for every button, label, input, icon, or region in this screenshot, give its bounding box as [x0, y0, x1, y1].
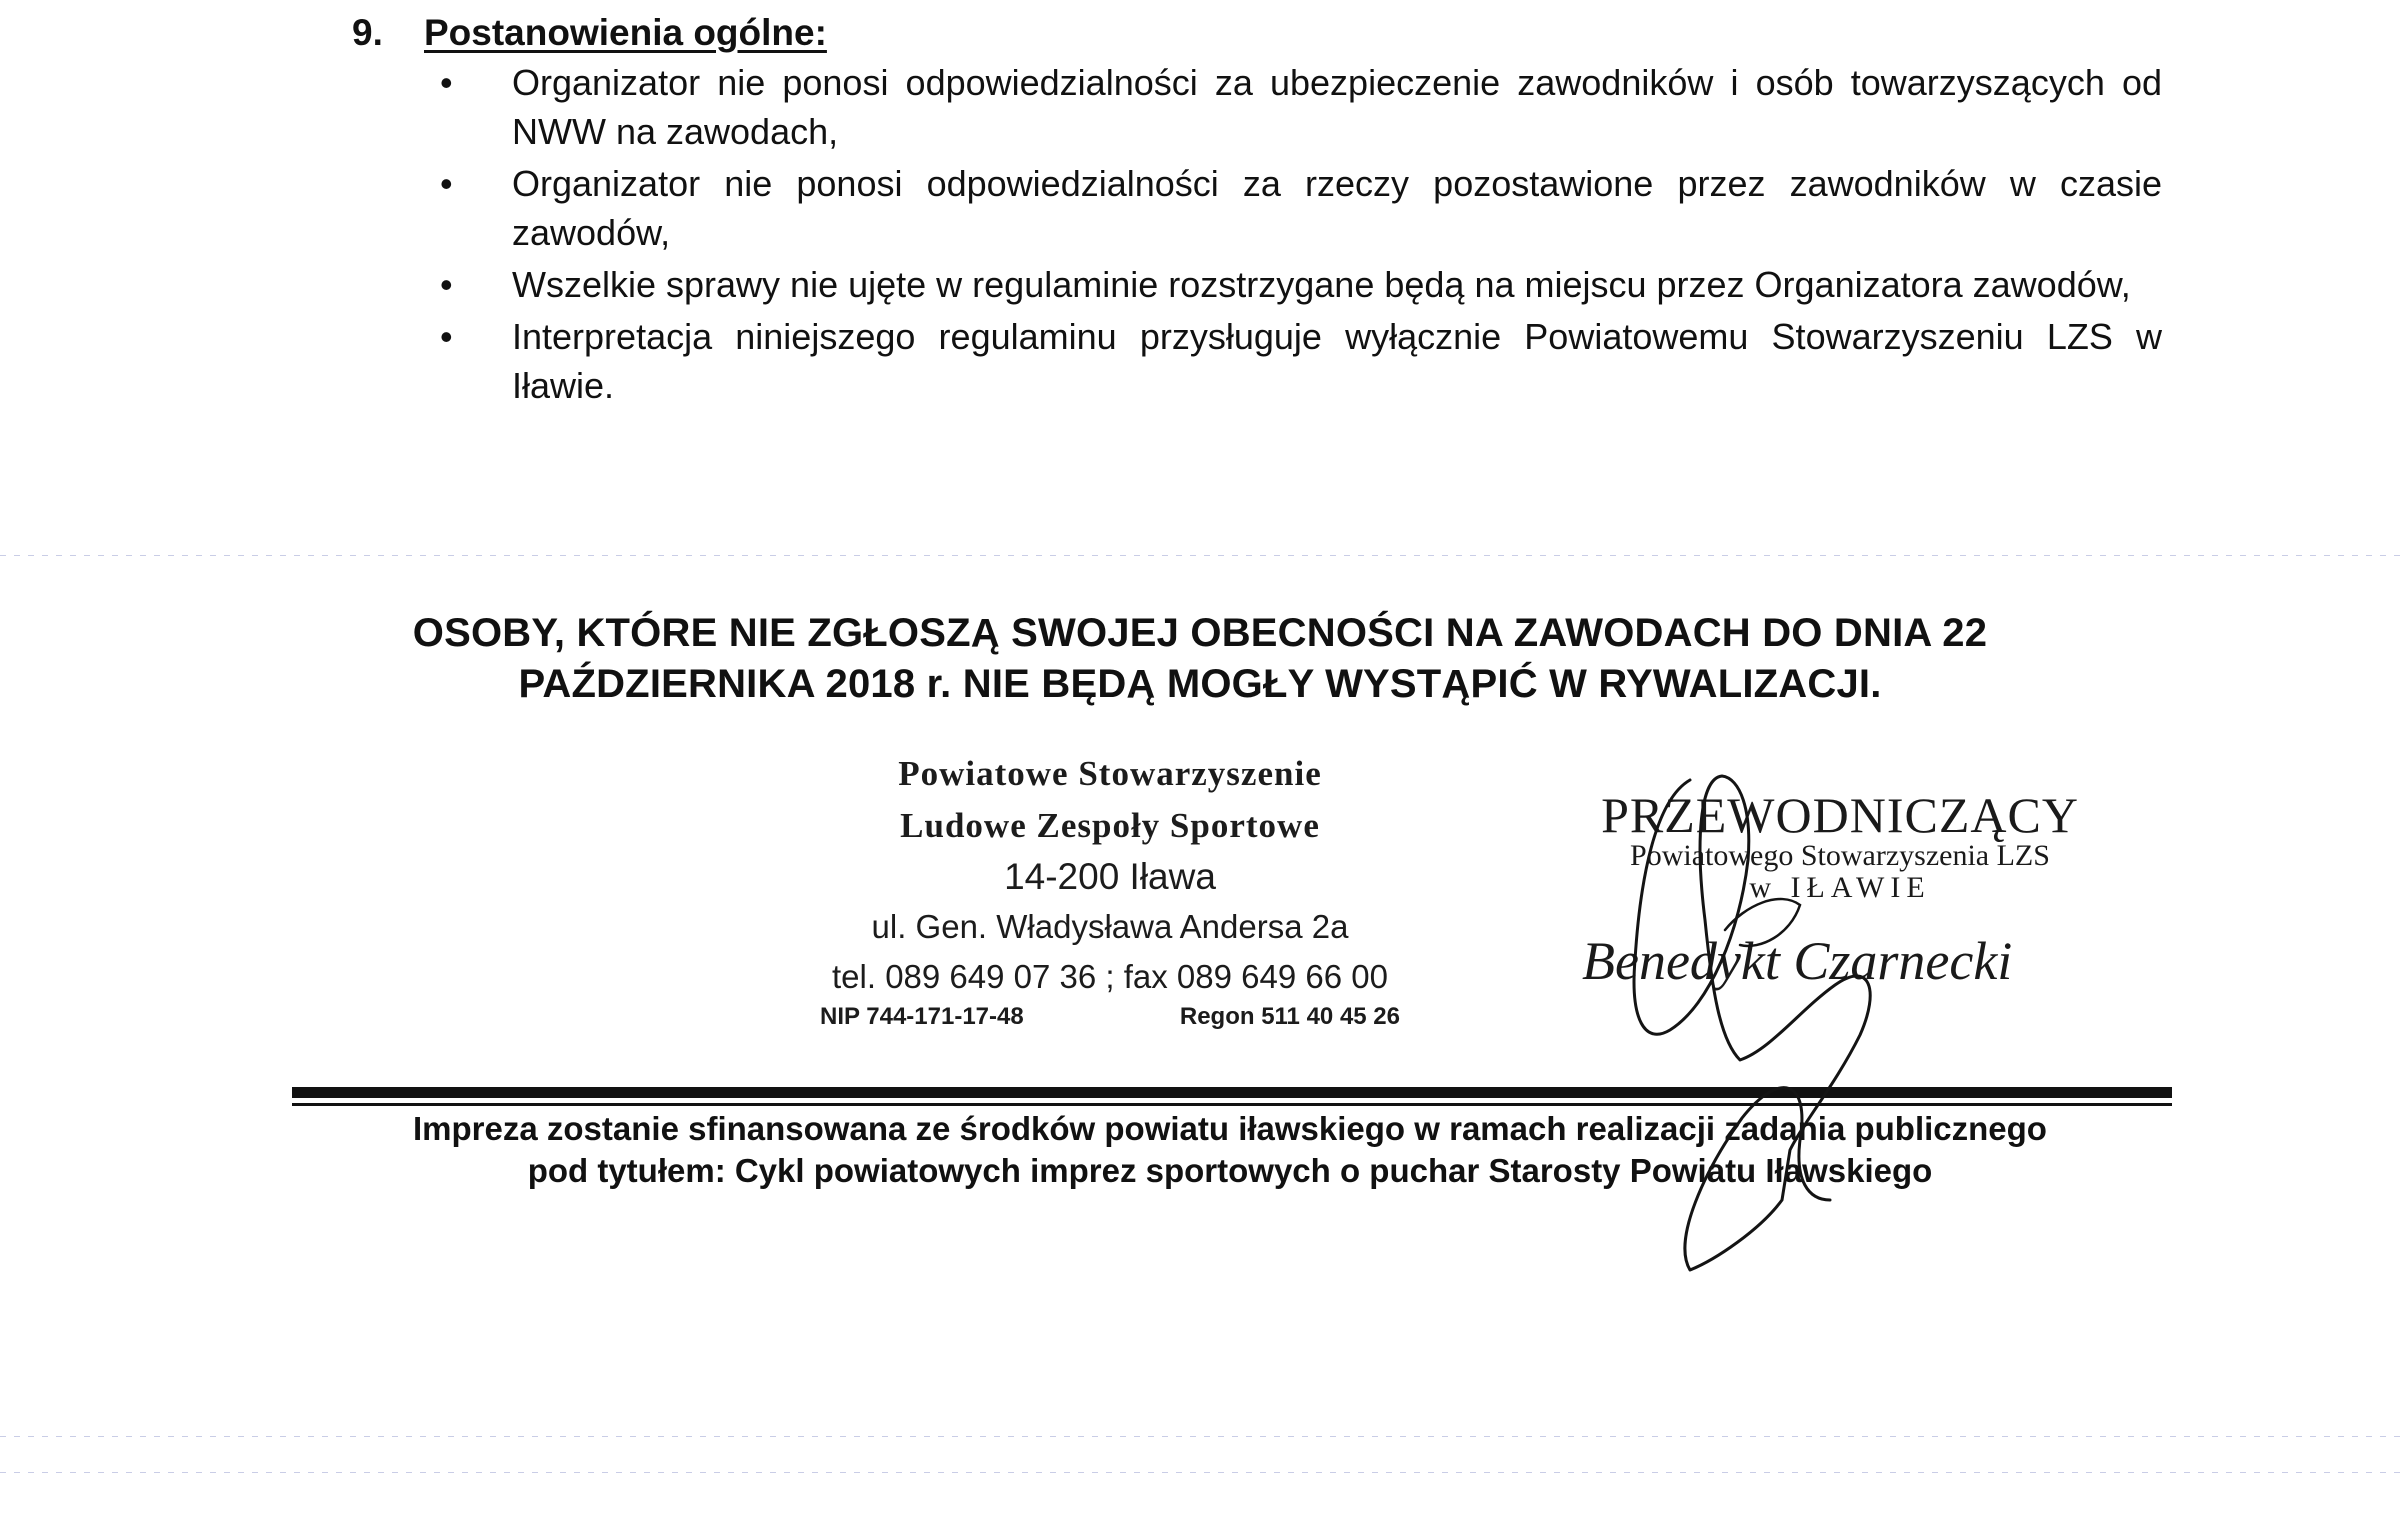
list-item-text: Organizator nie ponosi odpowiedzialności za ubezpieczenie zawodników i osób towarzyszących od NWW na zawodach,	[512, 62, 2162, 152]
chairman-stamp	[1540, 787, 2140, 992]
list-item	[430, 312, 2162, 410]
stamp-phone: tel. 089 649 07 36 ; fax 089 649 66 00	[832, 958, 1388, 995]
chair-place: w IŁAWIE	[1749, 871, 1931, 904]
funding-note	[290, 1108, 2170, 1192]
stamp-street: ul. Gen. Władysława Andersa 2a	[871, 908, 1349, 945]
list-item	[430, 159, 2162, 257]
list-item-text: Wszelkie sprawy nie ujęte w regulaminie rozstrzygane będą na miejscu przez Organizatora zawodów,	[512, 264, 2131, 305]
bullet-icon: •	[440, 163, 453, 204]
scan-artifact-line	[0, 555, 2403, 556]
stamp-ids	[800, 1002, 1420, 1032]
funding-line: pod tytułem: Cykl powiatowych imprez sportowych o puchar Starosty Powiatu Iławskiego	[527, 1152, 1933, 1189]
stamp-city: 14-200 Iława	[1004, 856, 1216, 897]
stamp-org-line: Powiatowe Stowarzyszenie	[898, 754, 1322, 793]
chair-role: PRZEWODNICZĄCY	[1601, 787, 2079, 843]
registration-notice	[300, 608, 2100, 710]
section-number: 9.	[352, 12, 383, 53]
footer-divider	[292, 1087, 2172, 1098]
list-item-text: Organizator nie ponosi odpowiedzialności za rzeczy pozostawione przez zawodników w czasie zawodów,	[512, 163, 2162, 253]
chair-name: Benedykt Czarnecki	[1582, 931, 2013, 991]
organization-stamp	[800, 748, 1420, 1032]
scan-artifact-line	[0, 1436, 2403, 1437]
stamp-regon: Regon 511 40 45 26	[1179, 1003, 1400, 1030]
bullet-icon: •	[440, 62, 453, 103]
chair-org: Powiatowego Stowarzyszenia LZS	[1630, 839, 2050, 872]
footer-divider-thin	[292, 1103, 2172, 1106]
list-item	[430, 58, 2162, 156]
section-title: Postanowienia ogólne:	[424, 12, 827, 53]
notice-line: PAŹDZIERNIKA 2018 r. NIE BĘDĄ MOGŁY WYSTĄPIĆ W RYWALIZACJI.	[518, 662, 1882, 706]
scan-artifact-line	[0, 1472, 2403, 1473]
stamp-nip: NIP 744-171-17-48	[820, 1003, 1024, 1030]
stamp-org-line: Ludowe Zespoły Sportowe	[900, 806, 1320, 845]
list-item	[430, 260, 2162, 309]
provisions-list	[430, 58, 2162, 413]
bullet-icon: •	[440, 264, 453, 305]
funding-line: Impreza zostanie sfinansowana ze środków powiatu iławskiego w ramach realizacji zadania publicznego	[413, 1110, 2047, 1147]
section-heading	[352, 12, 827, 54]
list-item-text: Interpretacja niniejszego regulaminu przysługuje wyłącznie Powiatowemu Stowarzyszeniu LZS w Iławie.	[512, 316, 2162, 406]
bullet-icon: •	[440, 316, 453, 357]
notice-line: OSOBY, KTÓRE NIE ZGŁOSZĄ SWOJEJ OBECNOŚCI NA ZAWODACH DO DNIA 22	[412, 611, 1988, 655]
